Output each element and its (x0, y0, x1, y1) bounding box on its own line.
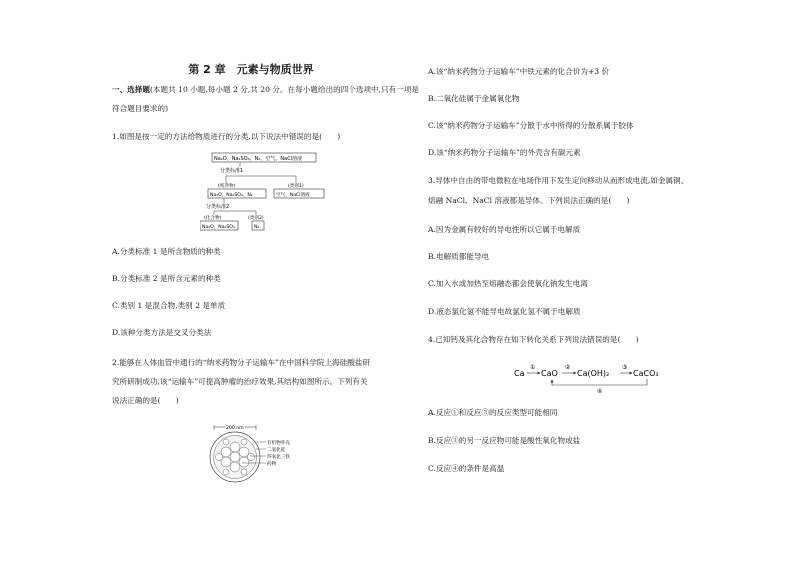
q1-option-d: D.该种分类方法是交叉分类法 (112, 328, 212, 337)
section-heading: 一、选择题 (112, 85, 150, 94)
q1-stem: 1.如图是按一定的方法给物质进行的分类,以下说法中错误的是( ) (112, 132, 341, 141)
q2-label-organic-shell: 有机物外壳 (267, 441, 290, 446)
section-instructions-line1 (112, 81, 419, 98)
q4-species-caco3: CaCO₃ (633, 369, 659, 378)
q3-option-c: C.加入水或加热至熔融态都会使氧化钠发生电离 (428, 279, 588, 288)
q1-box-pure-text: Na₂O、Na₂SO₄、N₂ (210, 193, 253, 198)
q4-species-caoh2: Ca(OH)₂ (577, 369, 610, 378)
q3-option-a: A.因为金属有较好的导电性所以它属于电解质 (428, 225, 581, 234)
q1-label-compound: (化合物) (204, 216, 222, 221)
q4-option-c: C.反应④的条件是高温 (428, 464, 505, 473)
chapter-title: 第 2 章 元素与物质世界 (188, 63, 314, 76)
q1-box-compound-text: Na₂O、Na₂SO₄ (202, 225, 235, 230)
q2-option-b: B.二氧化硅属于金属氧化物 (428, 94, 520, 103)
q2-size-label: 200 nm (226, 426, 244, 431)
q1-label-pure: (纯净物) (218, 184, 236, 189)
q2-option-c: C.该“纳米药物分子运输车”分散于水中所得的分散系属于胶体 (428, 121, 634, 130)
q4-option-a: A.反应①和反应③的反应类型可能相同 (428, 408, 558, 417)
q4-step-4: ④ (597, 388, 603, 395)
q1-box-category2-text: N₂ (254, 225, 260, 230)
q2-stem-line1: 2.能够在人体血管中通行的“纳米药物分子运输车”在中国科学院上海硅酸盐研 (112, 358, 371, 367)
q3-option-b: B.电解质都能导电 (428, 252, 490, 261)
q1-option-a: A.分类标准 1 是所含物质的种类 (112, 247, 221, 256)
q1-label-category2: (类别2) (248, 216, 264, 221)
q1-option-b: B.分类标准 2 是所含元素的种类 (112, 274, 221, 283)
q1-standard2: 分类标准2 (206, 204, 230, 210)
q2-option-d: D.该“纳米药物分子运输车”的外壳含有碳元素 (428, 148, 581, 157)
q4-option-b: B.反应③的另一反应物可能是酸性氧化物或盐 (428, 436, 581, 445)
q4-conversion-scheme (512, 356, 702, 398)
q4-species-cao: CaO (541, 369, 558, 378)
section-instructions: (本题共 10 小题,每小题 2 分,共 20 分。在每小题给出的四个选项中,只有一项是 (149, 85, 420, 94)
q2-stem-line2: 究所研制成功,该“运输车”可提高肿瘤的治疗效果,其结构如图所示。下列有关 (112, 377, 368, 386)
q2-option-a: A.该“纳米药物分子运输车”中铁元素的化合价为+3 价 (428, 67, 610, 76)
q2-label-drug: 药物 (267, 462, 277, 467)
q1-option-c: C.类别 1 是混合物,类别 2 是单质 (112, 301, 226, 310)
q4-step-1: ① (530, 364, 536, 371)
q1-box-category1-text: 空气、NaCl溶液 (276, 193, 310, 198)
q3-stem-line2: 熔融 NaCl、NaCl 溶液都是导体。下列说法正确的是( ) (428, 196, 630, 205)
q2-label-silica: 二氧化硅 (267, 448, 286, 453)
section-instructions-line2: 符合题目要求的) (112, 104, 169, 113)
q4-step-3: ③ (622, 364, 628, 371)
q3-stem-line1: 3.导体中自由的带电微粒在电场作用下发生定向移动从而形成电流,如金属铜、 (428, 176, 689, 185)
q4-step-2: ② (565, 364, 571, 371)
q4-species-ca: Ca (514, 369, 525, 378)
q4-stem: 4.已知钙及其化合物存在如下转化关系下列说法错误的是( ) (428, 335, 639, 344)
q4-arrow-4 (552, 379, 647, 385)
q1-standard1: 分类标准1 (220, 168, 244, 174)
q3-option-d: D.液态氯化氢不能导电故氯化氢不属于电解质 (428, 307, 581, 316)
q1-top-box-text: Na₂O、Na₂SO₄、N₂、空气、NaCl溶液 (214, 156, 303, 162)
q1-label-category1: (类别1) (288, 184, 304, 189)
q1-classification-diagram (200, 149, 330, 237)
q2-label-fe3o4: 四氧化三铁 (267, 455, 290, 460)
q2-nanocarrier-diagram (206, 422, 316, 492)
q2-stem-line3: 说法正确的是( ) (112, 396, 179, 405)
